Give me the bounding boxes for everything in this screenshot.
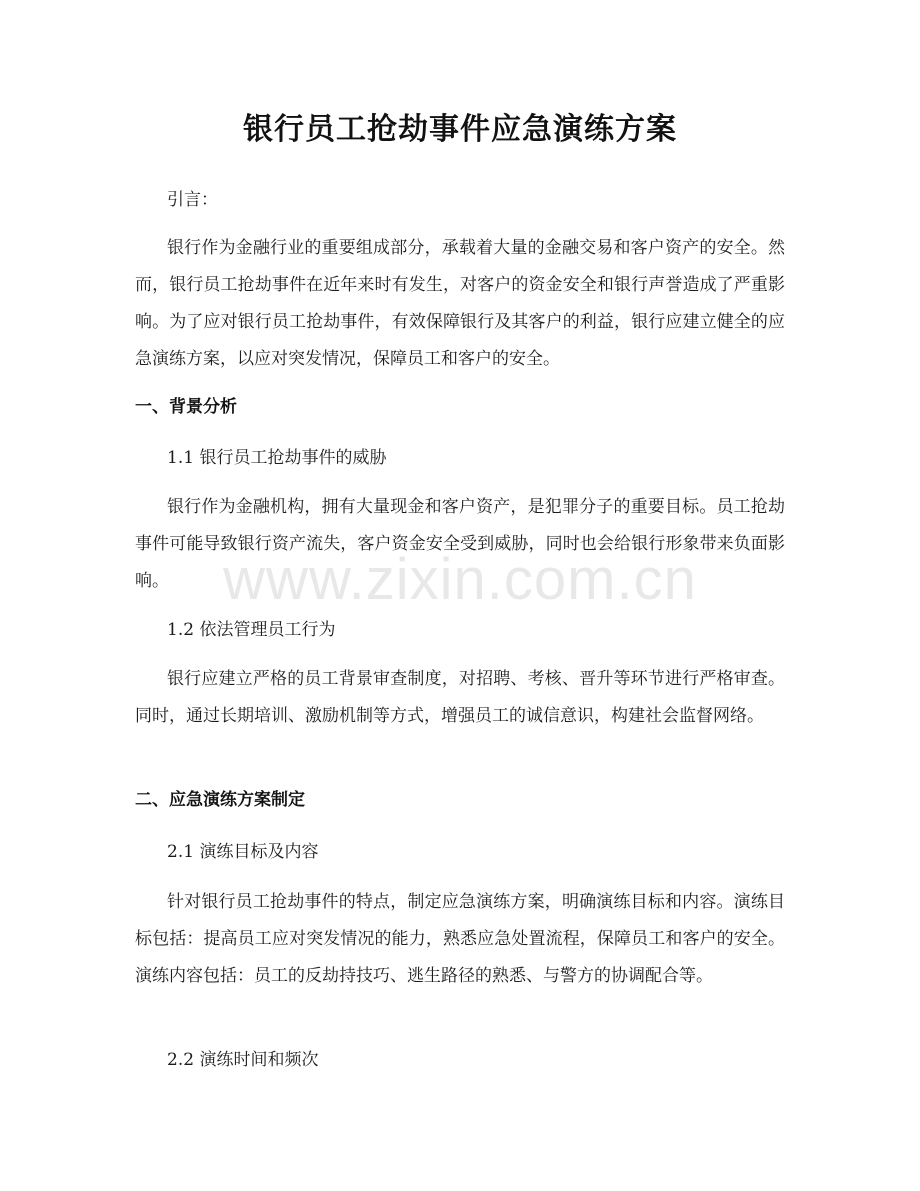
section1-sub1-title: 1.1 银行员工抢劫事件的威胁 bbox=[167, 448, 387, 468]
section1-sub1-paragraph: 银行作为金融机构，拥有大量现金和客户资产，是犯罪分子的重要目标。员工抢劫事件可能导致银行资产流失，客户资金安全受到威胁，同时也会给银行形象带来负面影响。 bbox=[135, 497, 785, 591]
section1-sub2-title: 1.2 依法管理员工行为 bbox=[167, 620, 336, 640]
section2-heading: 二、应急演练方案制定 bbox=[135, 790, 305, 810]
intro-label: 引言： bbox=[167, 190, 218, 210]
section2-sub1-title: 2.1 演练目标及内容 bbox=[167, 842, 319, 862]
watermark-text: www.zixin.com.cn bbox=[223, 547, 697, 612]
section2-sub1-paragraph: 针对银行员工抢劫事件的特点，制定应急演练方案，明确演练目标和内容。演练目标包括：提高员工应对突发情况的能力，熟悉应急处置流程，保障员工和客户的安全。演练内容包括：员工的反劫持技巧、逃生路径的熟悉、与警方的协调配合等。 bbox=[135, 892, 785, 986]
section2-sub2-title: 2.2 演练时间和频次 bbox=[167, 1050, 319, 1070]
intro-paragraph: 银行作为金融行业的重要组成部分，承载着大量的金融交易和客户资产的安全。然而，银行员工抢劫事件在近年来时有发生，对客户的资金安全和银行声誉造成了严重影响。为了应对银行员工抢劫事件，有效保障银行及其客户的利益，银行应建立健全的应急演练方案，以应对突发情况，保障员工和客户的安全。 bbox=[135, 238, 785, 369]
section1-heading: 一、背景分析 bbox=[135, 397, 237, 417]
section1-sub2-paragraph: 银行应建立严格的员工背景审查制度，对招聘、考核、晋升等环节进行严格审查。同时，通过长期培训、激励机制等方式，增强员工的诚信意识，构建社会监督网络。 bbox=[135, 669, 785, 726]
page-title: 银行员工抢劫事件应急演练方案 bbox=[243, 112, 677, 147]
